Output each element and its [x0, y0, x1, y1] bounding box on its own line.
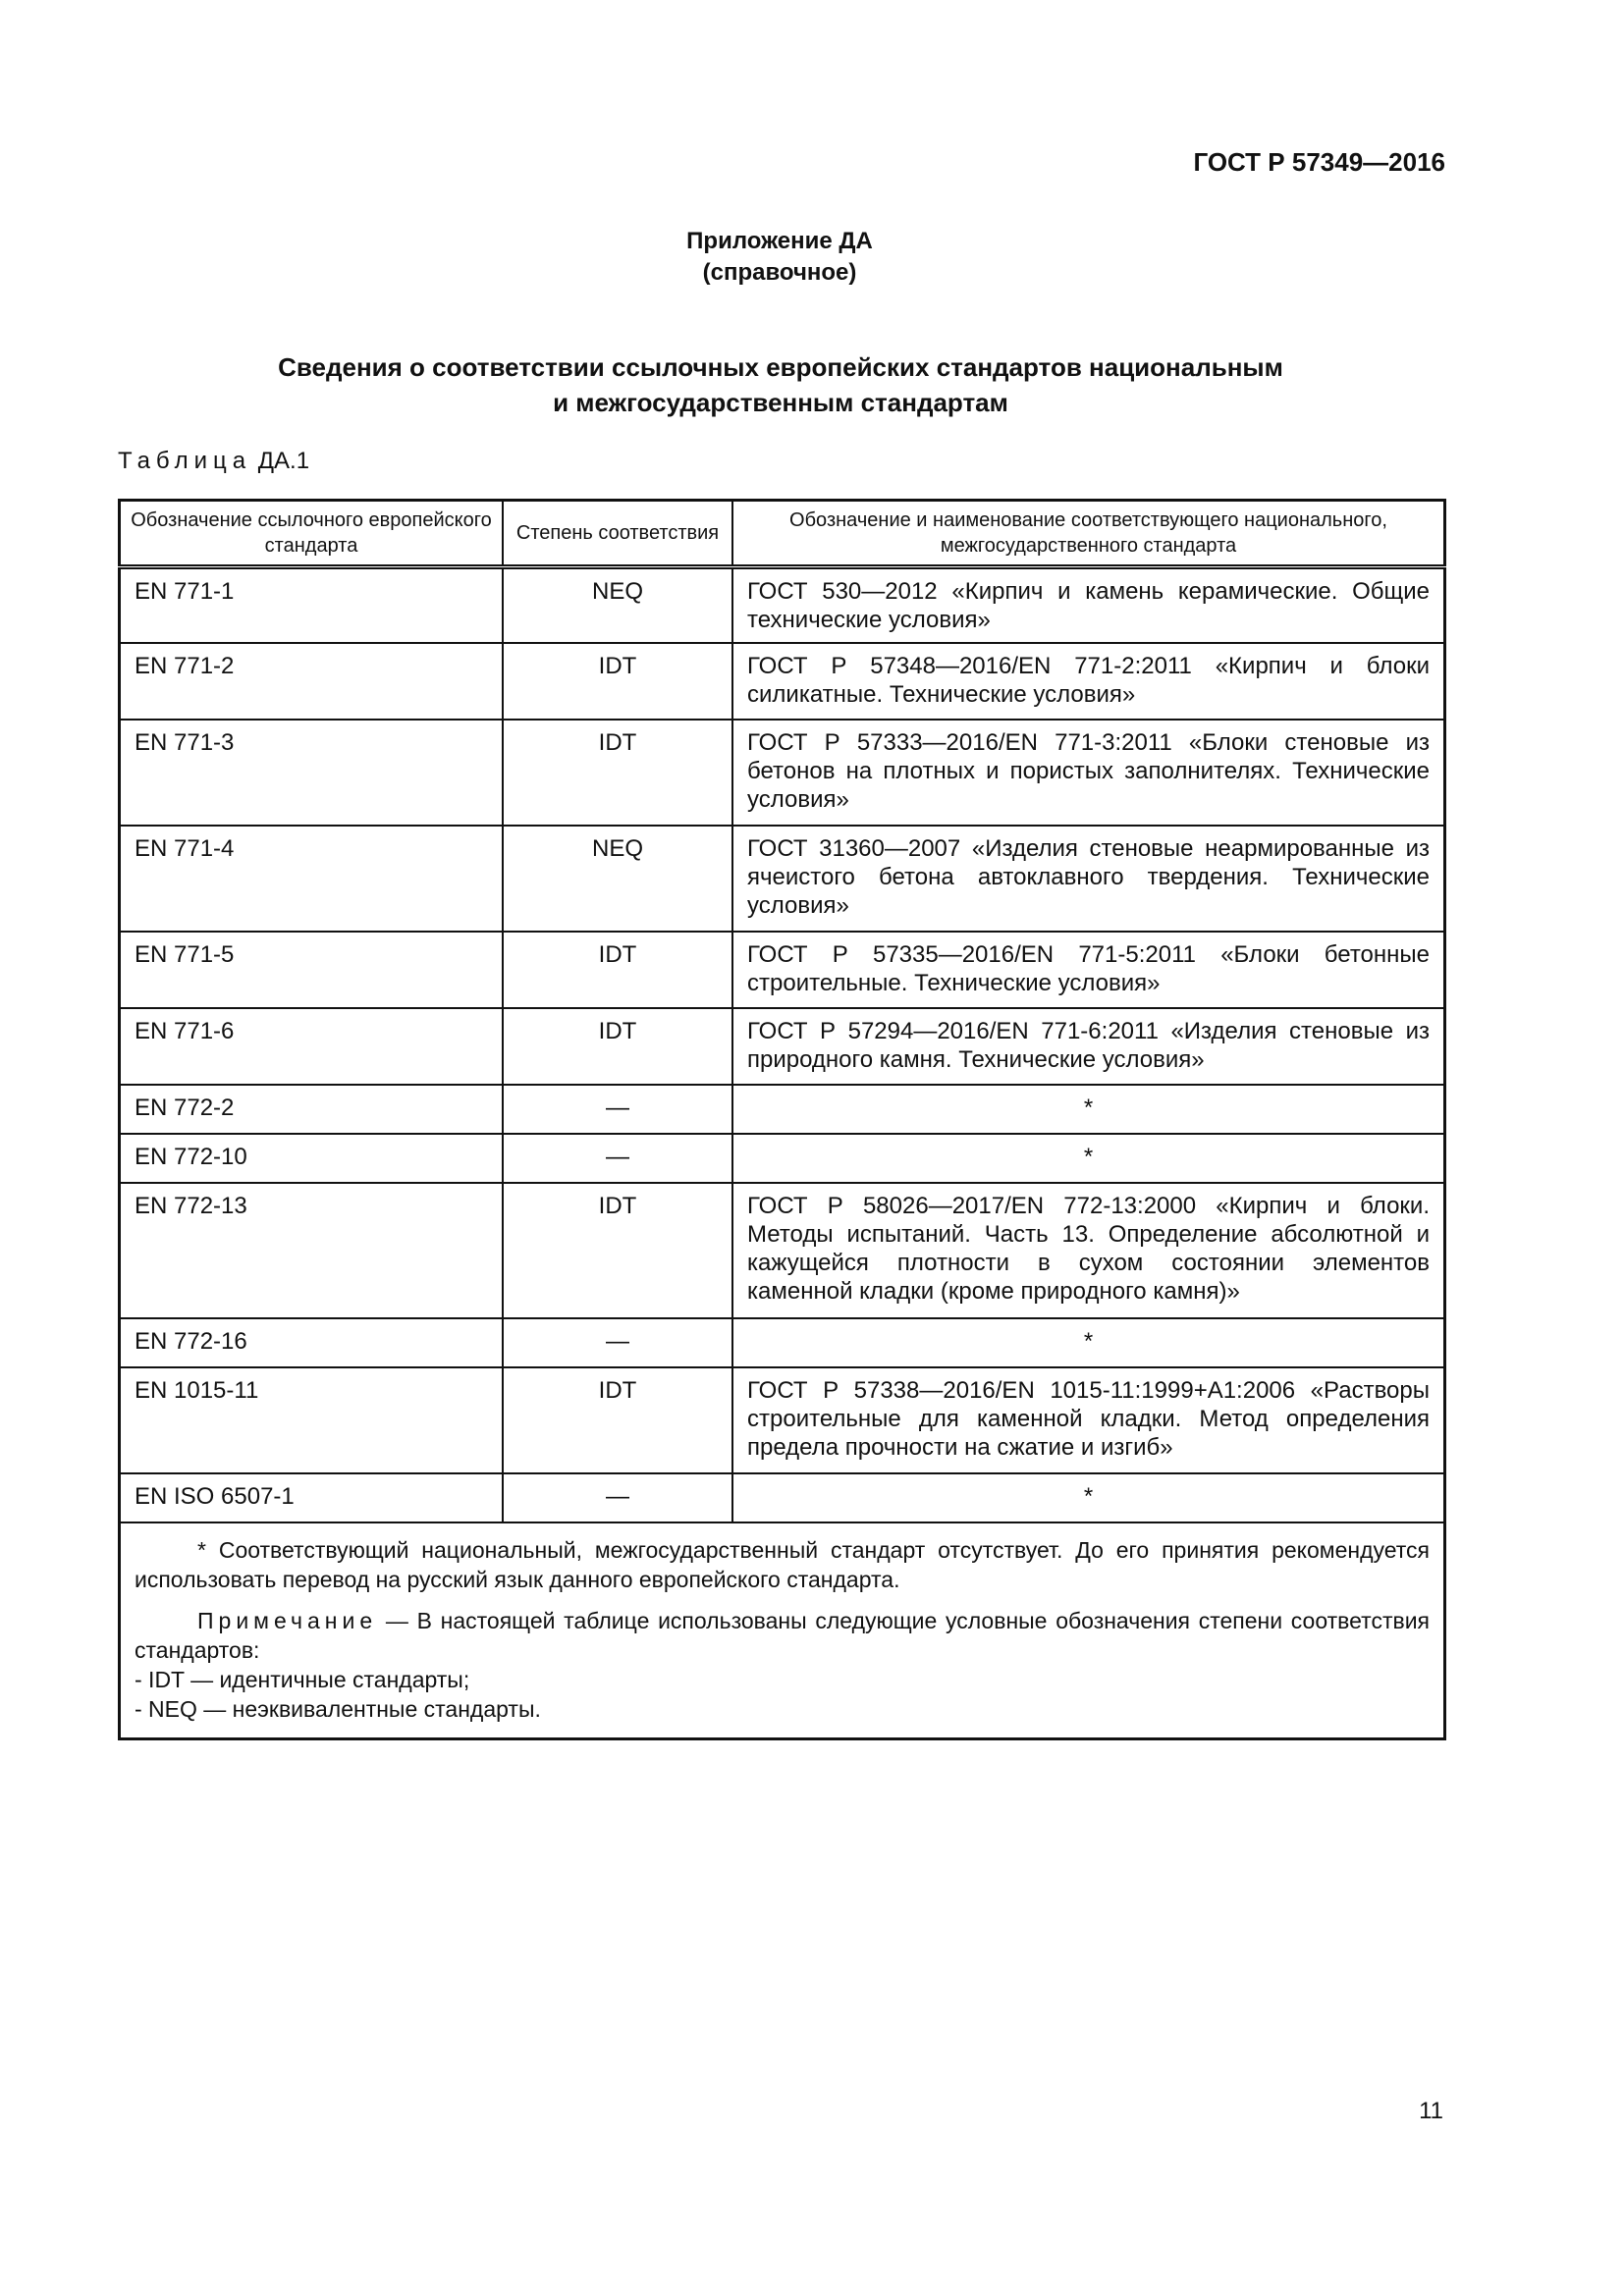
table-row: [120, 1134, 1445, 1183]
section-title-line-1: Сведения о соответствии ссылочных европейских стандартов национальным: [278, 352, 1283, 382]
cell-degree: IDT: [503, 643, 732, 720]
cell-code: EN 772-13: [120, 1183, 504, 1318]
header-national-standard: Обозначение и наименование соответствующего национального, межгосударственного стандарта: [732, 501, 1445, 567]
cell-standard: ГОСТ Р 58026—2017/EN 772-13:2000 «Кирпич и блоки. Методы испытаний. Часть 13. Определение абсолютной и кажущейся плотности в сухом состоянии элементов каменной кладки (кроме природного камня)»: [732, 1183, 1445, 1318]
cell-code: EN 771-1: [120, 567, 504, 644]
note-text: — В настоящей таблице использованы следующие условные обозначения степени соответствия стандартов:: [135, 1608, 1430, 1663]
cell-code: EN 1015-11: [120, 1367, 504, 1473]
cell-degree: —: [503, 1473, 732, 1522]
table-row: [120, 1473, 1445, 1522]
cell-degree: IDT: [503, 1008, 732, 1085]
cell-code: EN 772-16: [120, 1318, 504, 1367]
cell-code: EN 771-5: [120, 932, 504, 1008]
cell-standard: ГОСТ Р 57333—2016/EN 771-3:2011 «Блоки стеновые из бетонов на плотных и пористых заполнителях. Технические условия»: [732, 720, 1445, 826]
cell-standard: ГОСТ Р 57335—2016/EN 771-5:2011 «Блоки бетонные строительные. Технические условия»: [732, 932, 1445, 1008]
cell-degree: IDT: [503, 1367, 732, 1473]
cell-degree: NEQ: [503, 826, 732, 932]
cell-degree: IDT: [503, 720, 732, 826]
table-footer: [120, 1522, 1445, 1739]
appendix-subtitle: (справочное): [702, 259, 857, 286]
cell-standard: *: [732, 1473, 1445, 1522]
cell-standard: ГОСТ 31360—2007 «Изделия стеновые неармированные из ячеистого бетона автоклавного твердения. Технические условия»: [732, 826, 1445, 932]
table-row: [120, 1318, 1445, 1367]
cell-code: EN 771-6: [120, 1008, 504, 1085]
document-code: ГОСТ Р 57349—2016: [1193, 147, 1445, 177]
section-title: [118, 349, 1443, 420]
table-row: [120, 1085, 1445, 1134]
footnote: * Соответствующий национальный, межгосударственный стандарт отсутствует. До его принятия рекомендуется использовать перевод на русский язык данного европейского стандарта.: [135, 1537, 1430, 1592]
cell-code: EN 772-10: [120, 1134, 504, 1183]
cell-code: EN 771-4: [120, 826, 504, 932]
section-title-line-2: и межгосударственным стандартам: [553, 388, 1008, 417]
table-row: [120, 1367, 1445, 1473]
cell-standard: *: [732, 1085, 1445, 1134]
note: [135, 1606, 1430, 1665]
table-label-number: ДА.1: [257, 448, 310, 474]
legend-item-neq: - NEQ — неэквивалентные стандарты.: [135, 1696, 541, 1722]
correspondence-table: [118, 499, 1446, 1740]
cell-degree: IDT: [503, 1183, 732, 1318]
cell-code: EN 772-2: [120, 1085, 504, 1134]
cell-degree: —: [503, 1134, 732, 1183]
table-footer-row: [120, 1522, 1445, 1739]
cell-standard: ГОСТ 530—2012 «Кирпич и камень керамические. Общие технические условия»: [732, 567, 1445, 644]
cell-code: EN 771-2: [120, 643, 504, 720]
table-row: [120, 1183, 1445, 1318]
cell-standard: *: [732, 1134, 1445, 1183]
table-row: [120, 720, 1445, 826]
cell-standard: ГОСТ Р 57294—2016/EN 771-6:2011 «Изделия стеновые из природного камня. Технические условия»: [732, 1008, 1445, 1085]
appendix-title: Приложение ДА: [686, 228, 873, 254]
cell-standard: ГОСТ Р 57348—2016/EN 771-2:2011 «Кирпич и блоки силикатные. Технические условия»: [732, 643, 1445, 720]
table-label-prefix: Таблица: [118, 448, 252, 474]
cell-standard: ГОСТ Р 57338—2016/EN 1015-11:1999+A1:2006 «Растворы строительные для каменной кладки. Метод определения предела прочности на сжатие и изгиб»: [732, 1367, 1445, 1473]
table-row: [120, 826, 1445, 932]
page-number: 11: [1419, 2098, 1443, 2124]
cell-degree: NEQ: [503, 567, 732, 644]
cell-standard: *: [732, 1318, 1445, 1367]
cell-code: EN 771-3: [120, 720, 504, 826]
table-label: [118, 448, 309, 475]
table-row: [120, 1008, 1445, 1085]
legend-item-idt: - IDT — идентичные стандарты;: [135, 1667, 470, 1692]
header-european-standard: Обозначение ссылочного европейского стандарта: [120, 501, 504, 567]
header-degree: Степень соответствия: [503, 501, 732, 567]
appendix-heading: [0, 226, 1559, 289]
cell-degree: IDT: [503, 932, 732, 1008]
cell-code: EN ISO 6507-1: [120, 1473, 504, 1522]
table-row: [120, 932, 1445, 1008]
cell-degree: —: [503, 1085, 732, 1134]
table-row: [120, 567, 1445, 644]
table-row: [120, 643, 1445, 720]
table-header-row: [120, 501, 1445, 567]
note-label: Примечание: [197, 1608, 378, 1633]
cell-degree: —: [503, 1318, 732, 1367]
